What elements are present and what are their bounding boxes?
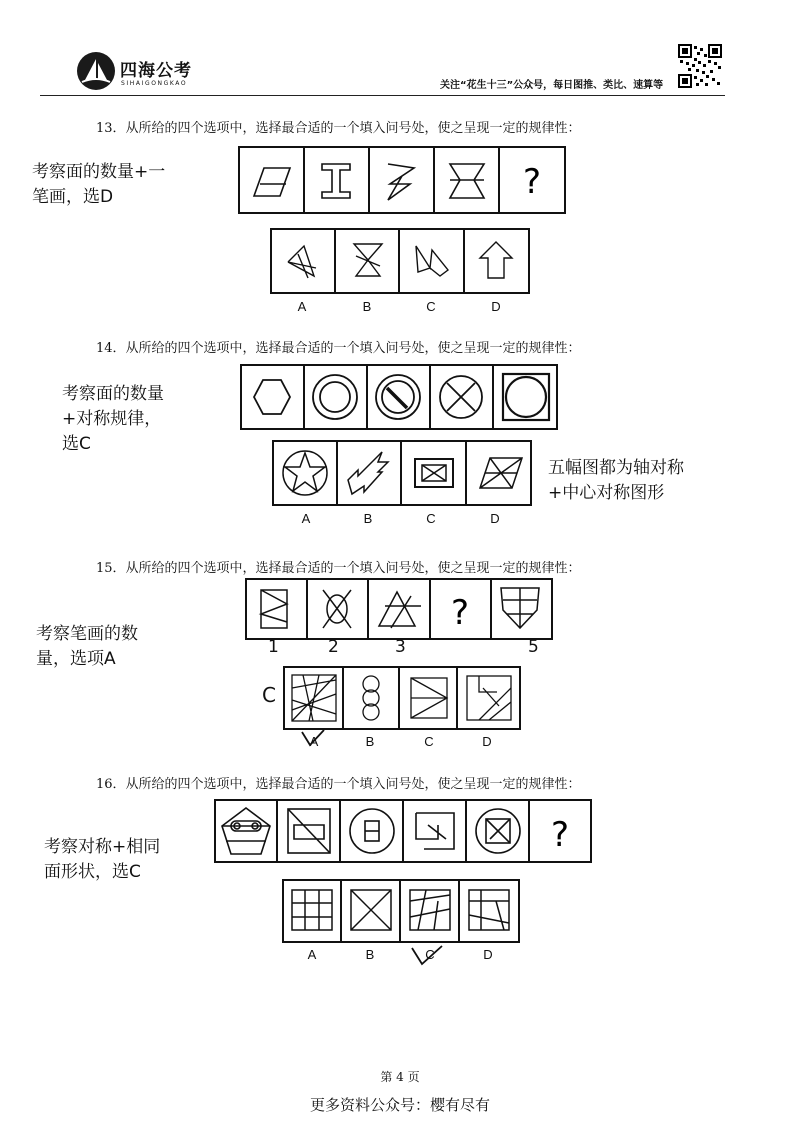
stroke-count: 2 xyxy=(328,637,339,657)
question-14-options xyxy=(272,440,534,510)
question-mark: ? xyxy=(550,815,570,855)
qr-code-icon xyxy=(678,44,722,88)
header-rule xyxy=(40,95,725,96)
option-label: D xyxy=(482,734,492,749)
stroke-count: 1 xyxy=(268,637,279,657)
question-16-note xyxy=(44,835,160,885)
option-label: A xyxy=(309,734,319,749)
logo-icon xyxy=(76,51,116,91)
option-label: B xyxy=(362,299,372,314)
option-label: D xyxy=(491,299,501,314)
option-label: C xyxy=(424,734,434,749)
logo-subtitle: SIHAIGONGKAO xyxy=(121,80,188,87)
option-label: C xyxy=(426,511,436,526)
question-13-options xyxy=(270,228,532,298)
footer-note: 更多资料公众号：樱有尽有 xyxy=(309,1096,490,1114)
question-14-side-note xyxy=(548,456,684,506)
option-label: B xyxy=(365,947,375,962)
logo-text: 四海公考 xyxy=(120,61,192,81)
option-label: B xyxy=(365,734,375,749)
option-label: C xyxy=(425,947,435,962)
question-14-note xyxy=(62,382,164,457)
question-mark: ? xyxy=(450,593,470,633)
note-line: 考察对称+相同 xyxy=(44,837,161,857)
header xyxy=(0,0,800,100)
option-label: A xyxy=(297,299,307,314)
question-13-stem xyxy=(238,146,568,216)
option-label: D xyxy=(490,511,500,526)
question-15-text: 15．从所给的四个选项中，选择最合适的一个填入问号处，使之呈现一定的规律性： xyxy=(96,561,581,576)
option-label: B xyxy=(363,511,373,526)
note-line: 考察笔画的数 xyxy=(36,624,138,644)
note-line: +中心对称图形 xyxy=(548,483,665,503)
note-line: +对称规律， xyxy=(62,409,162,429)
option-label: C xyxy=(426,299,436,314)
question-16-options xyxy=(282,879,522,945)
note-line: 量，选项A xyxy=(36,649,116,669)
option-label: D xyxy=(483,947,493,962)
question-14-stem xyxy=(240,364,560,432)
option-mark: C xyxy=(262,683,276,707)
question-mark: ? xyxy=(522,162,542,202)
question-13-note xyxy=(32,160,165,210)
stroke-count: 3 xyxy=(395,637,406,657)
question-13-text: 13．从所给的四个选项中，选择最合适的一个填入问号处，使之呈现一定的规律性： xyxy=(96,121,581,136)
note-line: 五幅图都为轴对称 xyxy=(548,458,684,478)
header-note: 关注“花生十三”公众号，每日图推、类比、速算等 xyxy=(440,80,664,91)
question-16-text: 16．从所给的四个选项中，选择最合适的一个填入问号处，使之呈现一定的规律性： xyxy=(96,777,581,792)
question-15-note xyxy=(36,622,138,672)
option-label: A xyxy=(307,947,317,962)
note-line: 笔画，选D xyxy=(32,187,114,207)
question-14-text: 14．从所给的四个选项中，选择最合适的一个填入问号处，使之呈现一定的规律性： xyxy=(96,341,581,356)
note-line: 考察面的数量 xyxy=(62,384,164,404)
stroke-count: 5 xyxy=(528,637,539,657)
note-line: 考察面的数量+一 xyxy=(32,162,166,182)
option-label: A xyxy=(301,511,311,526)
note-line: 选C xyxy=(62,434,91,454)
page-number: 第 4 页 xyxy=(380,1070,420,1084)
note-line: 面形状，选C xyxy=(44,862,141,882)
question-15-options xyxy=(283,666,523,734)
question-15-stem xyxy=(245,578,555,642)
question-16-stem xyxy=(214,799,594,865)
